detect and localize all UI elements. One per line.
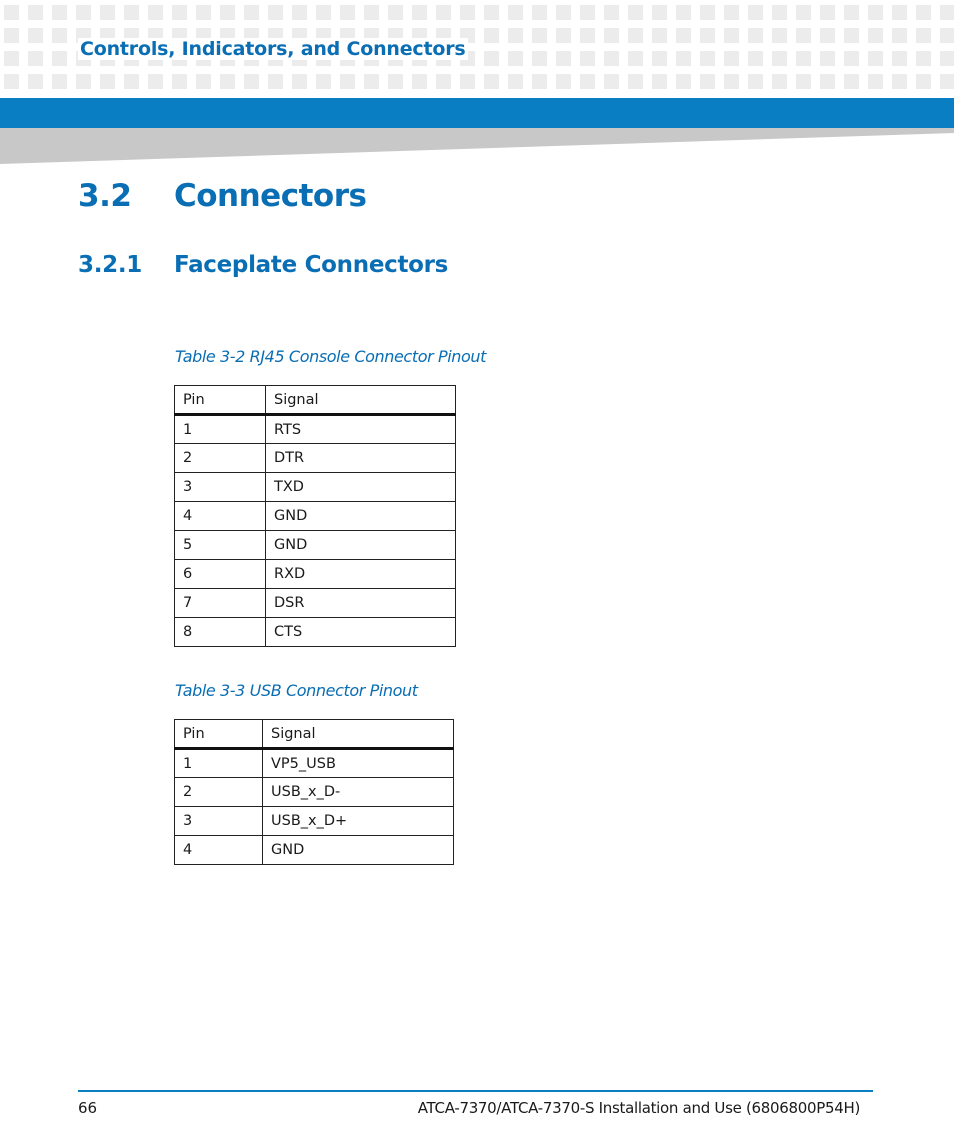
header-grid-square — [748, 51, 763, 66]
header-grid-square — [388, 5, 403, 20]
section-title: Connectors — [174, 178, 367, 214]
document-title: ATCA-7370/ATCA-7370-S Installation and Use (6806800P54H) — [417, 1099, 860, 1117]
pin-cell: 4 — [175, 502, 266, 531]
header-grid-square — [700, 28, 715, 43]
header-grid-square — [628, 5, 643, 20]
header-grid-square — [700, 51, 715, 66]
table-header-row — [175, 386, 456, 415]
header-grid-square — [796, 28, 811, 43]
signal-cell: GND — [263, 836, 454, 865]
table-row — [175, 807, 454, 836]
header-blue-band — [0, 98, 954, 128]
header-grid-square — [100, 5, 115, 20]
table-row — [175, 618, 456, 647]
table-row — [175, 589, 456, 618]
header-grid-square — [412, 5, 427, 20]
header-grid-square — [868, 5, 883, 20]
table-row — [175, 560, 456, 589]
header-grid-square — [676, 5, 691, 20]
header-grid-square — [244, 5, 259, 20]
rj45-pinout-table — [174, 385, 456, 647]
header-grid-square — [940, 5, 954, 20]
header-grid-square — [892, 28, 907, 43]
header-grid-square — [220, 5, 235, 20]
header-grid-square — [724, 28, 739, 43]
header-grid-square — [700, 5, 715, 20]
header-grid-square — [532, 74, 547, 89]
section-heading — [78, 178, 366, 214]
usb-pinout-table — [174, 719, 454, 865]
header-grid-square — [52, 5, 67, 20]
header-grid-square — [604, 74, 619, 89]
table-row — [175, 778, 454, 807]
header-grid-square — [580, 5, 595, 20]
signal-cell: USB_x_D- — [263, 778, 454, 807]
column-header-signal: Signal — [263, 720, 454, 749]
header-grid-square — [4, 51, 19, 66]
header-grid-square — [556, 28, 571, 43]
column-header-signal: Signal — [266, 386, 456, 415]
header-grid-square — [196, 74, 211, 89]
header-grid-square — [76, 74, 91, 89]
header-grid-square — [556, 51, 571, 66]
header-grid-square — [28, 5, 43, 20]
header-grid-square — [340, 5, 355, 20]
header-grid-square — [892, 74, 907, 89]
header-grid-square — [52, 74, 67, 89]
section-number: 3.2 — [78, 178, 132, 214]
header-grid-square — [916, 28, 931, 43]
header-grid-square — [292, 5, 307, 20]
pin-cell: 6 — [175, 560, 266, 589]
header-grid-square — [4, 5, 19, 20]
header-grid-square — [940, 28, 954, 43]
column-header-pin: Pin — [175, 386, 266, 415]
signal-cell: CTS — [266, 618, 456, 647]
signal-cell: DSR — [266, 589, 456, 618]
header-grid-square — [604, 5, 619, 20]
subsection-number: 3.2.1 — [78, 252, 142, 278]
header-grid-square — [868, 51, 883, 66]
header-grid-square — [844, 5, 859, 20]
header-grid-square — [604, 51, 619, 66]
header-grid-square — [52, 51, 67, 66]
header-grid-square — [820, 74, 835, 89]
header-grid-square — [652, 5, 667, 20]
header-grid-square — [124, 5, 139, 20]
header-grid-square — [700, 74, 715, 89]
header-grid-square — [412, 74, 427, 89]
header-grid-square — [148, 5, 163, 20]
header-grid-square — [748, 5, 763, 20]
header-grid-square — [796, 74, 811, 89]
header-grid-square — [484, 5, 499, 20]
header-grid-square — [940, 74, 954, 89]
header-grid-square — [76, 5, 91, 20]
signal-cell: TXD — [266, 473, 456, 502]
header-grid-square — [748, 28, 763, 43]
header-grid-square — [316, 74, 331, 89]
header-grid-square — [316, 5, 331, 20]
page-number: 66 — [78, 1099, 98, 1117]
pin-cell: 1 — [175, 749, 263, 778]
header-grid-square — [220, 74, 235, 89]
header-grid-square — [4, 28, 19, 43]
header-grid-square — [676, 51, 691, 66]
header-grid-square — [52, 28, 67, 43]
header-grid-square — [28, 28, 43, 43]
header-grid-square — [580, 28, 595, 43]
table-caption-rj45: Table 3-2 RJ45 Console Connector Pinout — [175, 347, 486, 366]
pin-cell: 1 — [175, 415, 266, 444]
header-grid-square — [724, 5, 739, 20]
header-grid-square — [796, 51, 811, 66]
header-grid-square — [460, 74, 475, 89]
header-grid-square — [28, 51, 43, 66]
header-grid-square — [292, 74, 307, 89]
header-grid-square — [652, 51, 667, 66]
running-header-title: Controls, Indicators, and Connectors — [80, 38, 466, 60]
header-grid-square — [268, 74, 283, 89]
header-grid-square — [628, 51, 643, 66]
header-grid-square — [844, 51, 859, 66]
table-row — [175, 502, 456, 531]
signal-cell: GND — [266, 531, 456, 560]
header-grid-square — [340, 74, 355, 89]
table-caption-usb: Table 3-3 USB Connector Pinout — [175, 681, 418, 700]
header-grid-square — [388, 74, 403, 89]
pin-cell: 5 — [175, 531, 266, 560]
table-row — [175, 473, 456, 502]
header-grid-square — [772, 28, 787, 43]
header-grid-square — [724, 74, 739, 89]
header-grid-square — [100, 74, 115, 89]
subsection-heading — [78, 252, 448, 278]
header-grid-square — [484, 74, 499, 89]
header-grid-square — [868, 74, 883, 89]
header-grid-square — [820, 51, 835, 66]
header-grid-square — [172, 74, 187, 89]
header-grid-square — [532, 5, 547, 20]
signal-cell: DTR — [266, 444, 456, 473]
header-grid-square — [484, 51, 499, 66]
header-grid-square — [436, 74, 451, 89]
header-grid-square — [652, 74, 667, 89]
header-grid-square — [484, 28, 499, 43]
pin-cell: 4 — [175, 836, 263, 865]
table-row — [175, 444, 456, 473]
header-grid-square — [4, 74, 19, 89]
pin-cell: 3 — [175, 807, 263, 836]
header-grid-square — [916, 74, 931, 89]
column-header-pin: Pin — [175, 720, 263, 749]
signal-cell: VP5_USB — [263, 749, 454, 778]
header-grid-square — [508, 28, 523, 43]
header-grid-square — [892, 51, 907, 66]
header-grid-square — [580, 74, 595, 89]
signal-cell: USB_x_D+ — [263, 807, 454, 836]
header-grid-square — [676, 28, 691, 43]
header-grey-wedge — [0, 128, 954, 164]
header-grid-square — [604, 28, 619, 43]
header-grid-square — [532, 51, 547, 66]
table-row — [175, 749, 454, 778]
pin-cell: 2 — [175, 778, 263, 807]
header-grid-square — [628, 28, 643, 43]
header-grid-square — [580, 51, 595, 66]
header-grid-square — [196, 5, 211, 20]
pin-cell: 3 — [175, 473, 266, 502]
header-grid-square — [820, 28, 835, 43]
header-grid-square — [916, 5, 931, 20]
header-grid-square — [508, 74, 523, 89]
header-grid-square — [916, 51, 931, 66]
signal-cell: RXD — [266, 560, 456, 589]
table-row — [175, 836, 454, 865]
header-grid-square — [364, 5, 379, 20]
header-grid-square — [460, 5, 475, 20]
header-grid-square — [28, 74, 43, 89]
pin-cell: 7 — [175, 589, 266, 618]
header-grid-square — [148, 74, 163, 89]
table-row — [175, 415, 456, 444]
pin-cell: 2 — [175, 444, 266, 473]
footer-rule — [78, 1090, 873, 1092]
header-grid-square — [652, 28, 667, 43]
header-grid-square — [724, 51, 739, 66]
header-grid-square — [628, 74, 643, 89]
pin-cell: 8 — [175, 618, 266, 647]
header-grid-square — [172, 5, 187, 20]
header-grid-square — [844, 74, 859, 89]
header-grid-square — [796, 5, 811, 20]
header-grid-square — [868, 28, 883, 43]
header-grid-square — [556, 5, 571, 20]
header-grid-square — [844, 28, 859, 43]
header-grid-square — [556, 74, 571, 89]
signal-cell: RTS — [266, 415, 456, 444]
header-grid-square — [772, 51, 787, 66]
header-grid-square — [532, 28, 547, 43]
header-grid-square — [124, 74, 139, 89]
header-grid-square — [364, 74, 379, 89]
header-grid-square — [508, 5, 523, 20]
header-grid-square — [508, 51, 523, 66]
header-grid-square — [820, 5, 835, 20]
header-grid-square — [244, 74, 259, 89]
header-grid-square — [676, 74, 691, 89]
header-grid-square — [772, 74, 787, 89]
header-grid-square — [940, 51, 954, 66]
table-header-row — [175, 720, 454, 749]
subsection-title: Faceplate Connectors — [174, 252, 449, 278]
header-grid-square — [436, 5, 451, 20]
table-row — [175, 531, 456, 560]
header-grid-square — [748, 74, 763, 89]
header-grid-square — [892, 5, 907, 20]
header-grid-square — [772, 5, 787, 20]
header-grid-square — [268, 5, 283, 20]
signal-cell: GND — [266, 502, 456, 531]
